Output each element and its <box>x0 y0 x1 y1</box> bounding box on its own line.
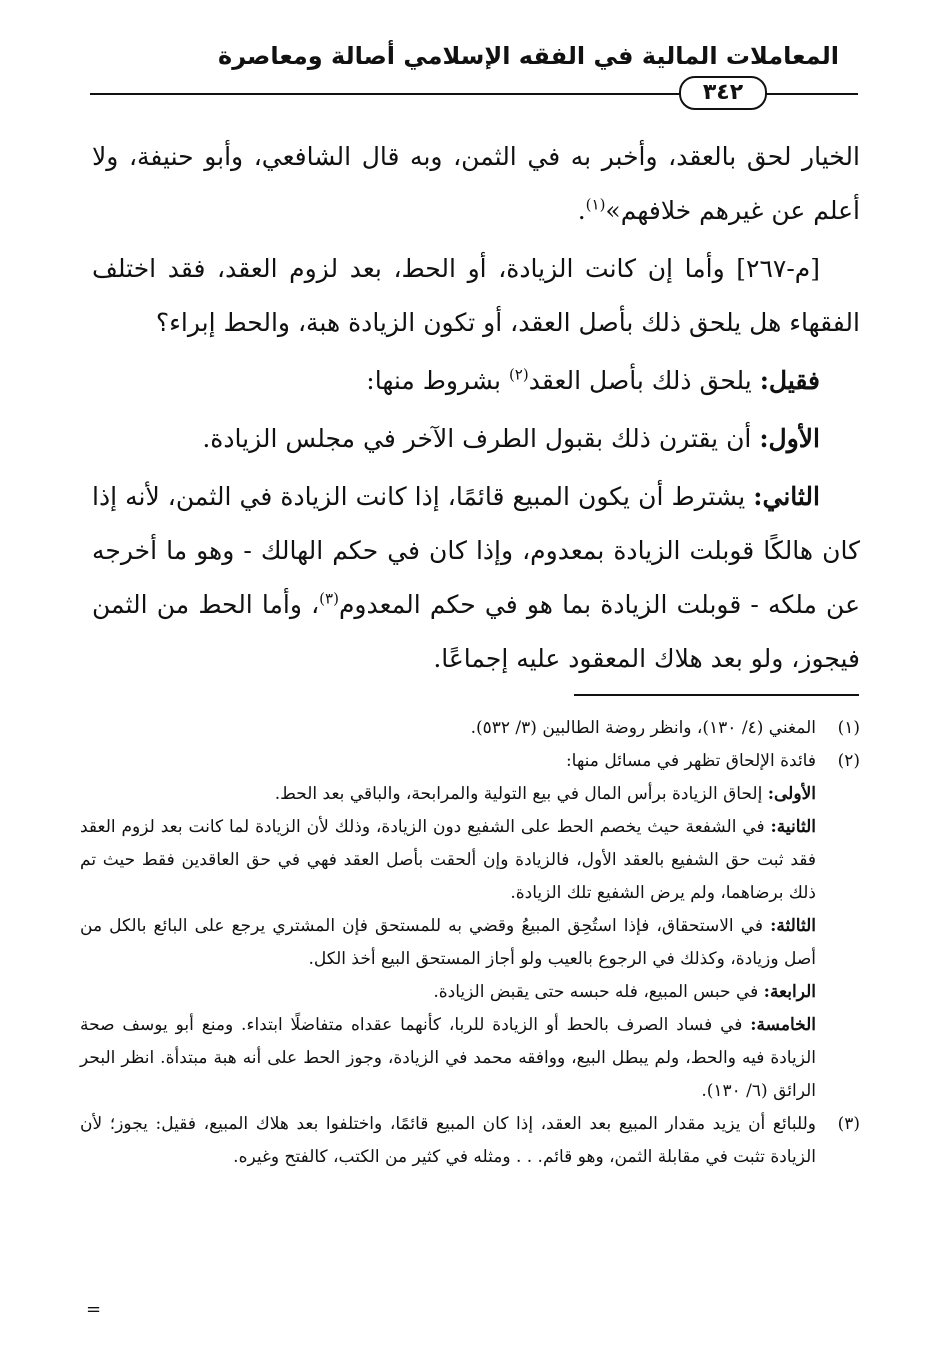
footnote-2-item-3-lead: الثالثة: <box>770 916 816 936</box>
running-header-title: المعاملات المالية في الفقه الإسلامي أصالة ومعاصرة <box>218 42 839 70</box>
footnote-2-item-5-lead: الخامسة: <box>750 1015 816 1035</box>
footnote-2-item-3-text: في الاستحقاق، فإذا استُحِق المبيعُ وقضي به للمستحق فإن المشتري يرجع على البائع بالكل من أصل وزيادة، وكذلك في الرجوع بالعيب ولو أجاز المستحق البيع أخذ الكل. <box>80 916 816 969</box>
footnote-2-item-4 <box>80 976 860 1009</box>
footnote-1-number: (١) <box>837 718 860 738</box>
continuation-mark: = <box>86 1299 102 1320</box>
footnote-1-text: المغني (٤/ ١٣٠)، وانظر روضة الطالبين (٣/ ٥٣٢). <box>470 718 816 738</box>
footnote-2-item-5 <box>80 1009 860 1108</box>
paragraph-5-text: يشترط أن يكون المبيع قائمًا، إذا كانت الزيادة في الثمن، لأنه إذا كان هالكًا قوبلت الزيادة بمعدوم، وإذا كان في حكم الهالك - وهو ما أخرجه عن ملكه - قوبلت الزيادة بما هو في حكم المعدوم <box>92 482 861 619</box>
paragraph-3-lead: فقيل: <box>759 366 820 395</box>
footnote-2-item-2 <box>80 811 860 910</box>
footnote-2-item-4-lead: الرابعة: <box>763 982 816 1002</box>
footnote-2 <box>80 745 860 778</box>
paragraph-3-text: يلحق ذلك بأصل العقد <box>528 366 760 395</box>
footnote-2-number: (٢) <box>837 751 860 771</box>
footnotes <box>80 712 860 1174</box>
paragraph-1-text: الخيار لحق بالعقد، وأخبر به في الثمن، وبه قال الشافعي، وأبو حنيفة، ولا أعلم عن غيرهم خلافهم» <box>92 142 860 225</box>
footnote-2-item-1-lead: الأولى: <box>767 784 816 804</box>
footnote-3-number: (٣) <box>837 1114 860 1134</box>
paragraph-3-end: بشروط منها: <box>366 366 509 395</box>
footnote-2-item-5-text: في فساد الصرف بالحط أو الزيادة للربا، كأنهما عقداه متفاضلًا ابتداء. ومنع أبو يوسف صحة الزيادة فيه والحط، ولم يبطل البيع، ووافقه محمد في الزيادة، وجوز الحط على أنه هبة مبتدأة. انظر البحر الرائق (٦/ ١٣٠). <box>80 1015 816 1101</box>
paragraph-4-lead: الأول: <box>759 424 820 453</box>
paragraph-4-text: أن يقترن ذلك بقبول الطرف الآخر في مجلس الزيادة. <box>202 424 760 453</box>
footnote-2-item-2-text: في الشفعة حيث يخصم الحط على الشفيع دون الزيادة، وذلك لأن الزيادة لما كانت بعد لزوم العقد فقد ثبت حق الشفيع بالعقد الأول، فالزيادة وإن ألحقت بأصل العقد فهي في حق العاقدين فقط حيث تم ذلك برضاهما، ولم يرض الشفيع تلك الزيادة. <box>80 817 816 903</box>
paragraph-3 <box>92 354 860 408</box>
page-number-badge: ٣٤٢ <box>679 76 767 110</box>
main-text <box>92 130 860 690</box>
footnote-2-item-3 <box>80 910 860 976</box>
paragraph-4 <box>92 412 860 466</box>
paragraph-1-end: . <box>577 196 586 225</box>
paragraph-1 <box>92 130 860 238</box>
paragraph-2: [م-٢٦٧] وأما إن كانت الزيادة، أو الحط، بعد لزوم العقد، فقد اختلف الفقهاء هل يلحق ذلك بأصل العقد، أو تكون الزيادة هبة، والحط إبراء؟ <box>92 254 860 337</box>
footnote-3-text: وللبائع أن يزيد مقدار المبيع بعد العقد، إذا كان المبيع قائمًا، واختلفوا بعد هلاك المبيع، فقيل: يجوز؛ لأن الزيادة تثبت في مقابلة الثمن، وهو قائم. . . ومثله في كثير من الكتب، كالفتح وغيره. <box>80 1114 816 1167</box>
footnote-3 <box>80 1108 860 1174</box>
footnote-2-text: فائدة الإلحاق تظهر في مسائل منها: <box>565 751 816 771</box>
footnote-ref-3: (٣) <box>319 589 339 608</box>
footnote-1 <box>80 712 860 745</box>
paragraph-5-lead: الثاني: <box>753 482 820 511</box>
footnote-2-item-1 <box>80 778 860 811</box>
footnote-ref-2: (٢) <box>508 365 529 384</box>
paragraph-5 <box>92 470 860 686</box>
footnote-ref-1: (١) <box>585 195 606 214</box>
footnote-separator <box>574 694 859 696</box>
footnote-2-item-2-lead: الثانية: <box>770 817 816 837</box>
paragraph-5-end: ، وأما الحط من الثمن فيجوز، ولو بعد هلاك المعقود عليه إجماعًا. <box>92 590 860 673</box>
footnote-2-item-1-text: إلحاق الزيادة برأس المال في بيع التولية والمرابحة، والباقي بعد الحط. <box>274 784 768 804</box>
footnote-2-item-4-text: في حبس المبيع، فله حبسه حتى يقبض الزيادة. <box>433 982 764 1002</box>
